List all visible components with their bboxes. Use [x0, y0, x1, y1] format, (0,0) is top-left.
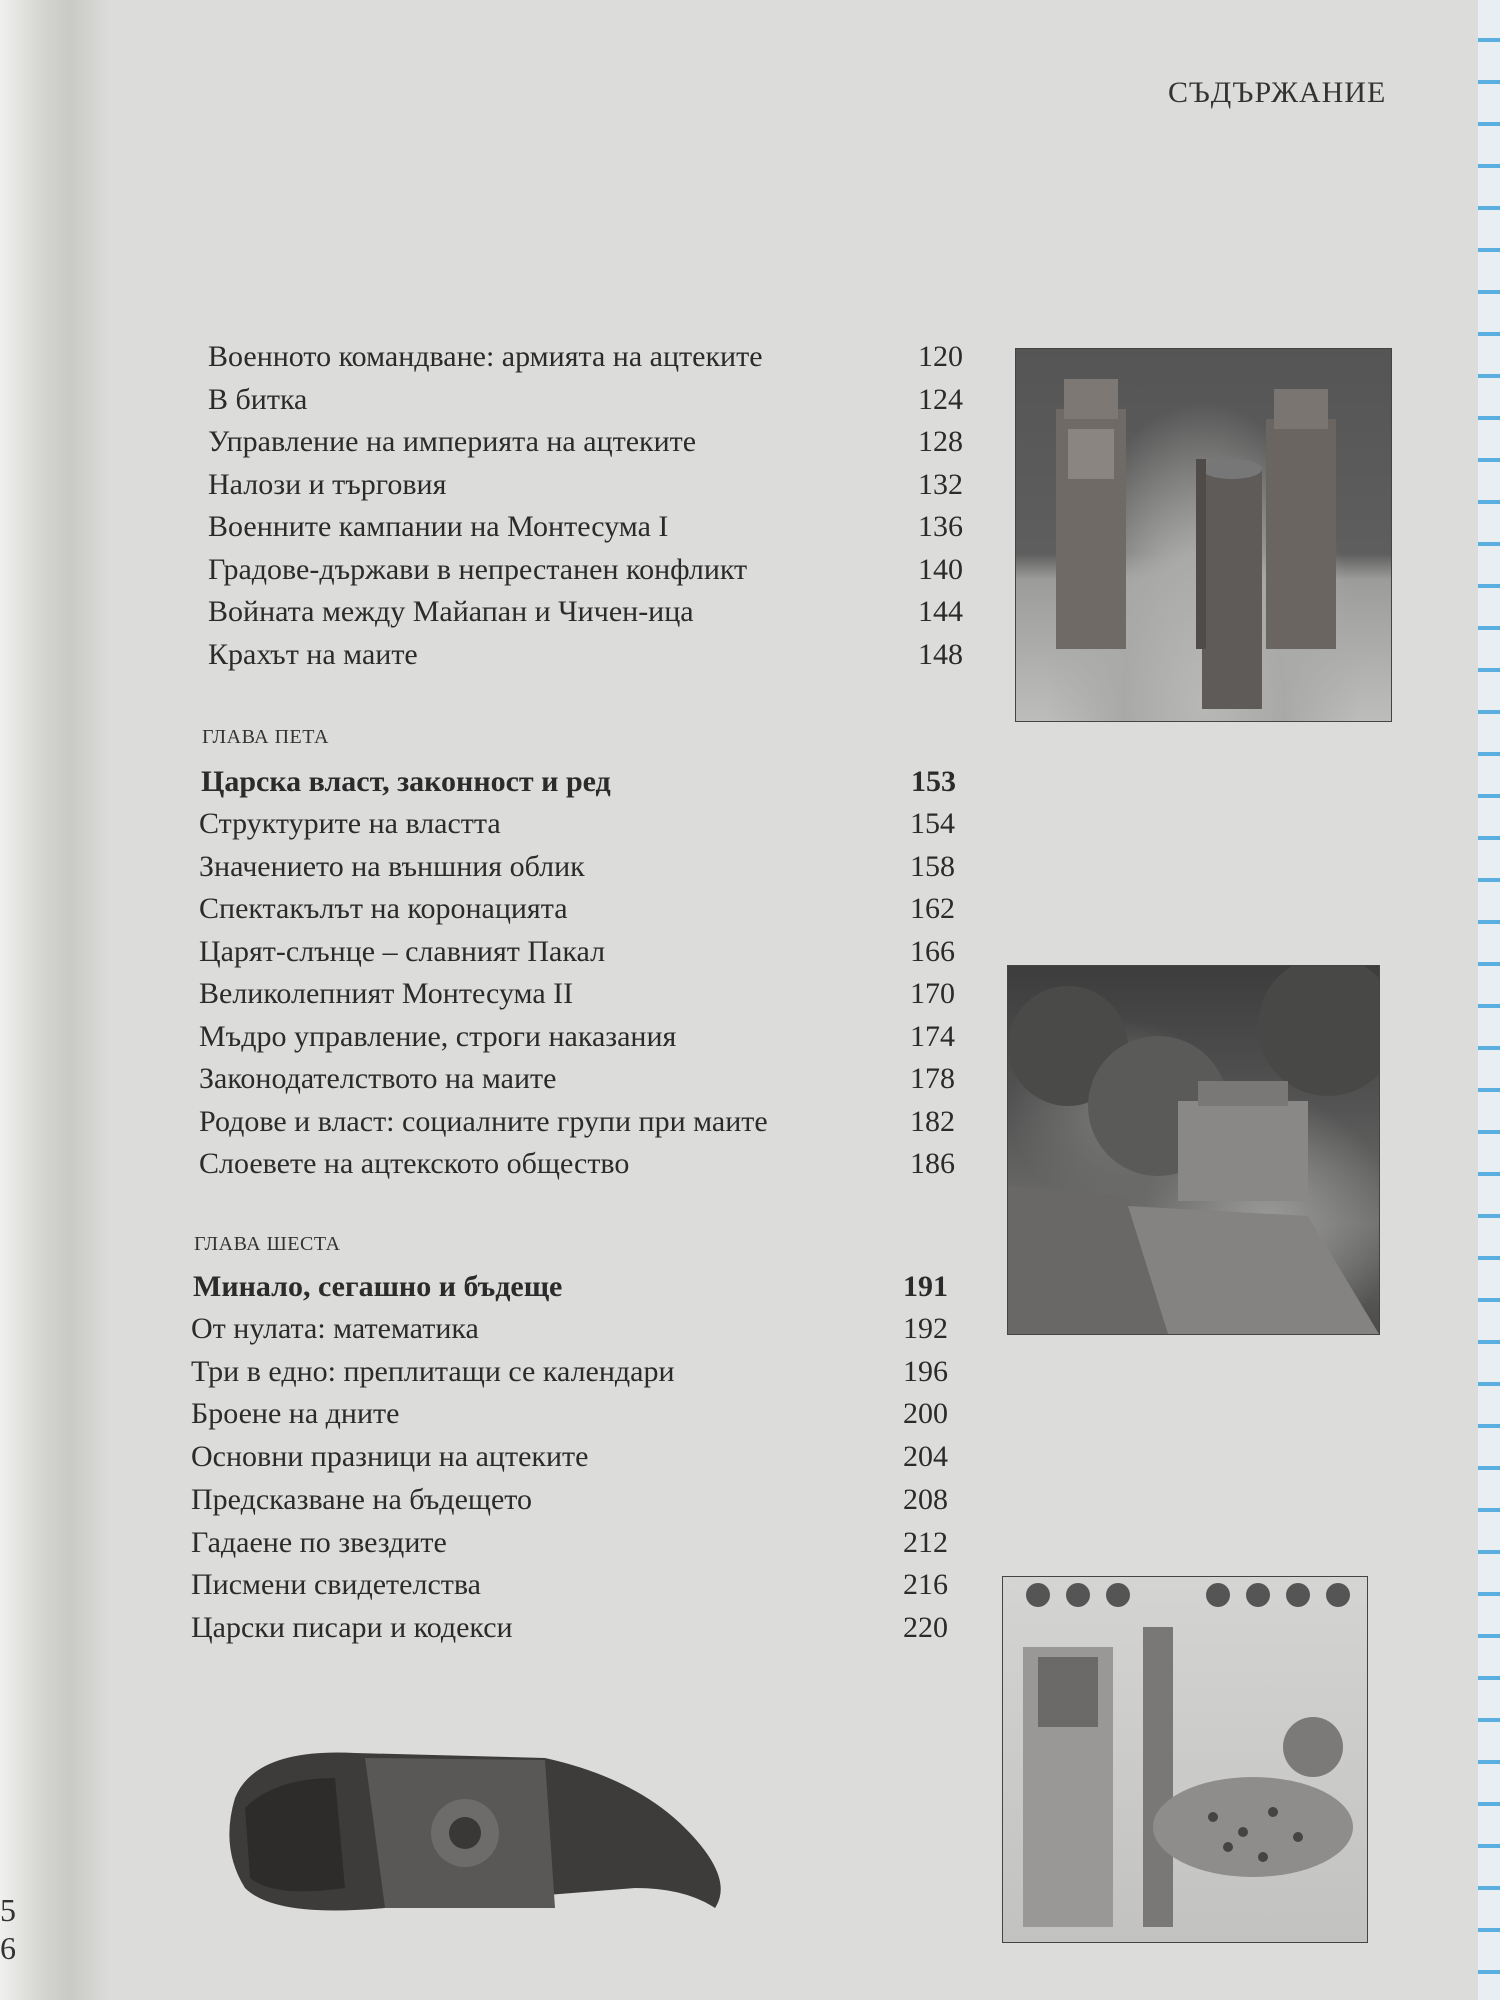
- photo-atlantean-statues: [1015, 348, 1392, 722]
- toc-entry-page: 166: [910, 934, 955, 968]
- toc-entry-title: Предсказване на бъдещето: [191, 1482, 533, 1516]
- toc-entry-page: 136: [918, 510, 963, 543]
- toc-entry-title: В битка: [208, 382, 308, 416]
- book-spine-shadow: [0, 0, 110, 2000]
- toc-entry-page: 186: [910, 1147, 955, 1180]
- toc-entry-title: Войната между Майапан и Чичен-ица: [208, 595, 694, 628]
- toc-entry-title: Великолепният Монтесума II: [199, 977, 574, 1010]
- toc-entry-page: 158: [910, 849, 955, 883]
- chapter6-label: ГЛАВА ШЕСТА: [194, 1233, 341, 1255]
- toc-entry-page: 174: [910, 1019, 955, 1053]
- photo-jungle-ruins: [1007, 965, 1380, 1335]
- toc-entry-page: 216: [903, 1568, 948, 1602]
- toc-entry-title: Военните кампании на Монтесума I: [208, 510, 669, 543]
- toc-entry-title: Спектакълът на коронацията: [199, 892, 568, 925]
- chapter5-label: ГЛАВА ПЕТА: [202, 726, 329, 748]
- toc-entry-title: Структурите на властта: [199, 807, 501, 840]
- toc-entry-title: Царски писари и кодекси: [191, 1610, 513, 1644]
- toc-entry-title: Царят-слънце – славният Пакал: [199, 934, 606, 968]
- chapter6-heading-title: Минало, сегашно и бъдеще: [193, 1270, 563, 1303]
- toc-entry-page: 196: [903, 1354, 948, 1388]
- codex-illustration: [1003, 1577, 1367, 1942]
- grid-paper-edge: [1478, 0, 1500, 2000]
- toc-entry-page: 162: [910, 892, 955, 925]
- toc-entry-page: 124: [918, 382, 963, 416]
- edge-page-number: 6: [0, 1930, 16, 1966]
- toc-entry-page: 208: [903, 1482, 948, 1516]
- toc-entry-title: Мъдро управление, строги наказания: [199, 1019, 677, 1053]
- toc-entry-page: 120: [918, 340, 963, 373]
- chapter5-heading-page: 153: [911, 765, 956, 798]
- toc-entry-title: Родове и власт: социалните групи при маите: [199, 1104, 768, 1138]
- toc-entry-page: 220: [903, 1610, 948, 1644]
- toc-entry-page: 132: [918, 467, 963, 501]
- toc-entry-page: 140: [918, 552, 963, 586]
- toc-entry-title: Значението на външния облик: [199, 849, 585, 883]
- toc-entry-title: Налози и търговия: [208, 467, 447, 501]
- toc-entry-page: 204: [903, 1440, 948, 1474]
- toc-entry-title: Слоевете на ацтекското общество: [199, 1147, 630, 1180]
- toc-entry-title: Военното командване: армията на ацтеките: [208, 340, 763, 373]
- toc-entry-title: От нулата: математика: [191, 1312, 479, 1345]
- toc-entry-page: 182: [910, 1104, 955, 1138]
- toc-entry-title: Гадаене по звездите: [191, 1525, 447, 1559]
- page-title: СЪДЪРЖАНИЕ: [1168, 76, 1387, 109]
- toc-entry-page: 154: [910, 807, 955, 840]
- toc-entry-title: Основни празници на ацтеките: [191, 1440, 589, 1474]
- eagle-head-illustration: [215, 1738, 735, 1928]
- toc-entry-title: Законодателството на маите: [199, 1062, 557, 1095]
- image-carved-eagle-head: [215, 1738, 735, 1928]
- toc-entry-page: 170: [910, 977, 955, 1010]
- toc-entry-title: Три в едно: преплитащи се календари: [191, 1354, 675, 1388]
- statues-illustration: [1016, 349, 1391, 721]
- toc-entry-page: 128: [918, 425, 963, 458]
- toc-entry-title: Крахът на маите: [208, 637, 418, 671]
- chapter5-heading-title: Царска власт, законност и ред: [201, 765, 611, 798]
- toc-entry-page: 212: [903, 1525, 948, 1559]
- toc-entry-page: 200: [903, 1397, 948, 1431]
- toc-entry-page: 144: [918, 595, 963, 628]
- toc-entry-title: Броене на дните: [191, 1397, 400, 1431]
- toc-entry-page: 148: [918, 637, 963, 671]
- toc-entry-page: 178: [910, 1062, 955, 1095]
- ruins-illustration: [1008, 966, 1379, 1334]
- toc-entry-title: Писмени свидетелства: [191, 1568, 481, 1602]
- toc-entry-title: Градове-държави в непрестанен конфликт: [208, 552, 748, 586]
- toc-entry-page: 192: [903, 1312, 948, 1345]
- chapter6-heading-page: 191: [903, 1270, 948, 1303]
- toc-entry-title: Управление на империята на ацтеките: [208, 425, 697, 458]
- image-codex-jaguar: [1002, 1576, 1368, 1943]
- edge-page-number: 5: [0, 1892, 16, 1928]
